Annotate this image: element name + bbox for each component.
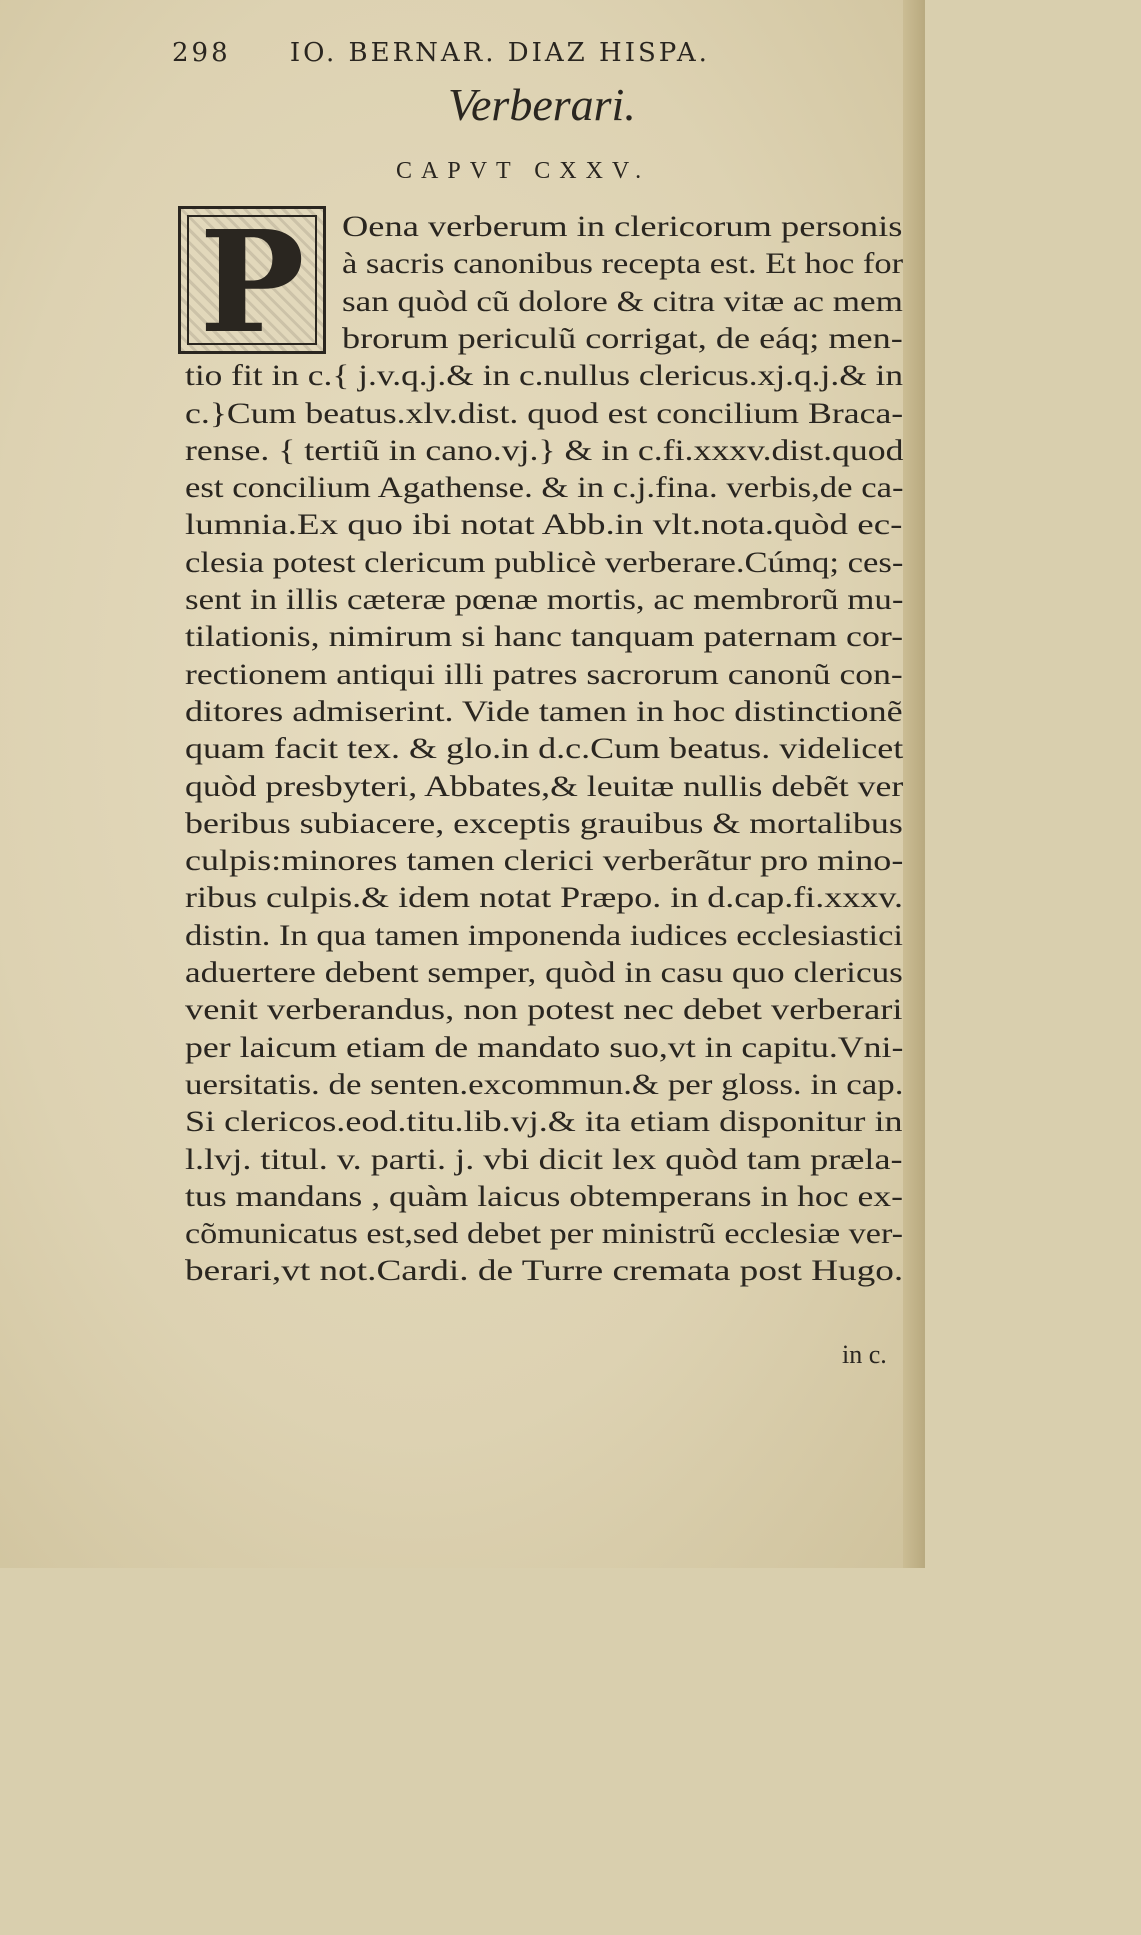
- running-head-title: IO. BERNAR. DIAZ HISPA.: [289, 38, 710, 68]
- text-line: per laicum etiam de mandato suo,vt in capitu.Vni-: [185, 1030, 904, 1064]
- text-line: tilationis, nimirum si hanc tanquam paternam cor-: [185, 620, 904, 654]
- text-line: berari,vt not.Cardi. de Turre cremata post Hugo.: [185, 1254, 904, 1288]
- running-header: [172, 38, 710, 68]
- text-line: rectionem antiqui illi patres sacrorum canonũ con-: [185, 657, 903, 691]
- text-line: est concilium Agathense. & in c.j.fina. verbis,de ca-: [185, 471, 904, 505]
- page-number: 298: [172, 38, 231, 68]
- decorated-initial: [178, 201, 326, 365]
- initial-letter: P: [199, 201, 305, 365]
- text-line: aduertere debent semper, quòd in casu quo clericus: [185, 956, 903, 989]
- text-line: brorum periculũ corrigat, de eáq; men-: [342, 321, 903, 355]
- text-line: à sacris canonibus recepta est. Et hoc for: [342, 247, 904, 281]
- catchword: in c.: [842, 1340, 887, 1369]
- text-line: ribus culpis.& idem notat Præpo. in d.cap.fi.xxxv.: [185, 881, 903, 915]
- text-line: tus mandans , quàm laicus obtemperans in hoc ex-: [185, 1179, 904, 1213]
- text-line: ditores admiserint. Vide tamen in hoc distinctionẽ: [185, 694, 903, 728]
- text-line: lumnia.Ex quo ibi notat Abb.in vlt.nota.quòd ec-: [185, 508, 903, 542]
- text-line: tio fit in c.{ j.v.q.j.& in c.nullus clericus.xj.q.j.& in: [185, 359, 904, 393]
- page-edge: [903, 0, 925, 1568]
- text-line: beribus subiacere, exceptis grauibus & mortalibus: [185, 806, 903, 840]
- text-line: quòd presbyteri, Abbates,& leuitæ nullis debẽt ver: [185, 769, 904, 803]
- text-line: Si clericos.eod.titu.lib.vj.& ita etiam disponitur in: [185, 1105, 903, 1139]
- text-line: c.}Cum beatus.xlv.dist. quod est concilium Braca-: [185, 396, 904, 430]
- text-line: clesia potest clericum publicè verberare.Cúmq; ces-: [185, 545, 904, 579]
- text-line: l.lvj. titul. v. parti. j. vbi dicit lex quòd tam præla-: [185, 1142, 903, 1176]
- text-line: san quòd cũ dolore & citra vitæ ac mem: [342, 284, 903, 318]
- text-line: quam facit tex. & glo.in d.c.Cum beatus. videlicet: [185, 732, 904, 766]
- text-line: culpis:minores tamen clerici verberãtur pro mino-: [185, 844, 904, 878]
- text-line: sent in illis cæteræ pœnæ mortis, ac membrorũ mu-: [185, 583, 904, 616]
- text-line: uersitatis. de senten.excommun.& per gloss. in cap.: [185, 1067, 904, 1101]
- text-line: distin. In qua tamen imponenda iudices ecclesiastici: [185, 918, 903, 952]
- section-title: Verberari.: [448, 79, 636, 130]
- text-line: venit verberandus, non potest nec debet verberari: [185, 993, 903, 1027]
- chapter-heading: CAPVT CXXV.: [396, 158, 651, 184]
- text-line: Oena verberum in clericorum personis: [342, 210, 903, 243]
- text-line: rense. { tertiũ in cano.vj.} & in c.fi.xxxv.dist.quod: [185, 433, 904, 467]
- text-line: cõmunicatus est,sed debet per ministrũ ecclesiæ ver-: [185, 1217, 904, 1251]
